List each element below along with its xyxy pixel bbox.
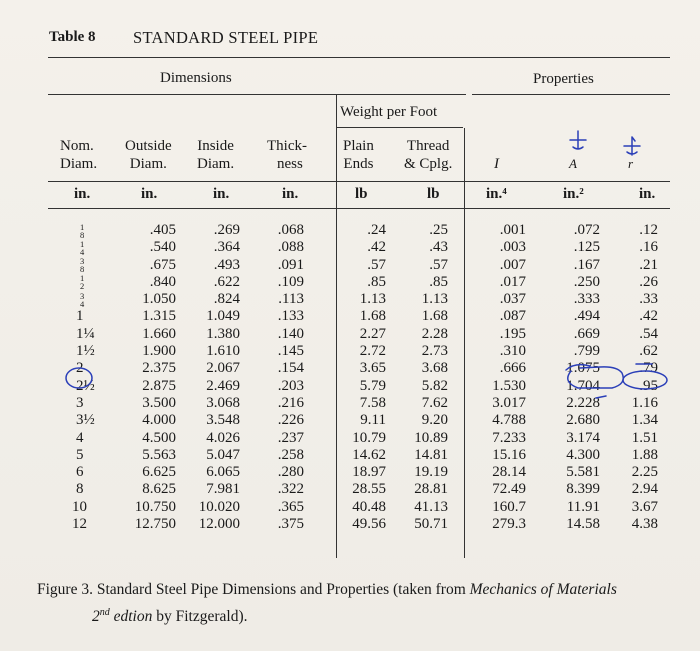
nom-whole: 12 [72, 516, 87, 533]
weight-left-rule [336, 95, 337, 558]
column-radius-of-gyration [620, 222, 658, 533]
cell-A: 1.704 [566, 377, 600, 394]
cell-inside: .824 [213, 291, 240, 308]
cell-A: .125 [573, 239, 600, 256]
top-rule [48, 57, 670, 58]
cell-I: .017 [499, 273, 526, 290]
cell-A: .072 [573, 222, 600, 238]
cell-thick: .375 [277, 516, 304, 533]
cell-r: .12 [639, 222, 658, 238]
cell-plain: .24 [367, 222, 386, 238]
cell-I: .037 [499, 291, 526, 308]
cell-plain: .57 [367, 256, 386, 273]
unit-thread: lb [427, 186, 440, 202]
header-nom-diam: Nom. Diam. [60, 138, 98, 172]
cell-outside: 1.660 [142, 325, 176, 342]
cell-outside: .840 [149, 273, 176, 290]
cell-inside: 1.610 [206, 343, 240, 360]
cell-I: .666 [499, 360, 526, 377]
nom-whole: 3 [76, 394, 84, 411]
units-bottom-rule [48, 208, 670, 209]
cell-plain: 28.55 [352, 481, 386, 498]
cell-A: 3.174 [566, 429, 600, 446]
cell-thick: .322 [277, 481, 304, 498]
cell-A: 14.58 [566, 516, 600, 533]
cell-thread: 50.71 [414, 516, 448, 533]
cell-thick: .133 [277, 308, 304, 325]
cell-I: .001 [499, 222, 526, 238]
cell-inside: 5.047 [206, 446, 240, 463]
nom-whole: 5 [76, 446, 84, 463]
cell-plain: 5.79 [359, 377, 386, 394]
cell-I: 1.530 [492, 377, 526, 394]
cell-outside: 5.563 [142, 446, 176, 463]
nom-whole: 4 [76, 429, 84, 446]
cell-I: 15.16 [492, 446, 526, 463]
cell-I: 28.14 [492, 464, 526, 481]
nom-fraction: 1 4 [80, 238, 85, 257]
cell-outside: 2.875 [142, 377, 176, 394]
cell-outside: 1.900 [142, 343, 176, 360]
cell-thick: .280 [277, 464, 304, 481]
header-radius-of-gyration: r [628, 156, 634, 171]
cell-I: .087 [499, 308, 526, 325]
cell-r: .62 [639, 343, 658, 360]
cell-A: .494 [573, 308, 600, 325]
nom-whole: 1¼ [76, 325, 95, 342]
cell-inside: 7.981 [206, 481, 240, 498]
cell-thick: .109 [277, 273, 304, 290]
cell-inside: .269 [213, 222, 240, 238]
cell-r: 1.51 [631, 429, 658, 446]
cell-inside: 1.380 [206, 325, 240, 342]
cell-plain: .85 [367, 273, 386, 290]
cell-plain: 3.65 [359, 360, 386, 377]
cell-thread: 1.68 [421, 308, 448, 325]
cell-thick: .068 [277, 222, 304, 238]
cell-A: 4.300 [566, 446, 600, 463]
cell-thick: .145 [277, 343, 304, 360]
column-nominal-diameter [72, 222, 102, 533]
cell-thread: .43 [429, 239, 448, 256]
nom-fraction: 1 8 [80, 221, 85, 240]
cell-plain: 1.13 [359, 291, 386, 308]
unit-inside: in. [213, 186, 230, 202]
dimensions-heading: Dimensions [160, 70, 232, 86]
cell-thread: 1.13 [421, 291, 448, 308]
cell-inside: 2.067 [206, 360, 240, 377]
cell-I: 160.7 [492, 498, 526, 515]
header-plain-ends: Plain Ends [343, 138, 374, 172]
figure-caption [37, 580, 617, 600]
unit-nom: in. [74, 186, 91, 202]
cell-thick: .091 [277, 256, 304, 273]
cell-inside: 6.065 [206, 464, 240, 481]
cell-A: 5.581 [566, 464, 600, 481]
cell-thick: .140 [277, 325, 304, 342]
cell-A: 1.075 [566, 360, 600, 377]
cell-outside: 4.500 [142, 429, 176, 446]
cell-outside: .540 [149, 239, 176, 256]
caption-edition-suffix: nd [99, 607, 110, 618]
cell-thread: .57 [429, 256, 448, 273]
cell-inside: .493 [213, 256, 240, 273]
cell-outside: 3.500 [142, 394, 176, 411]
column-thickness [260, 222, 304, 533]
cell-I: 279.3 [492, 516, 526, 533]
cell-plain: 1.68 [359, 308, 386, 325]
cell-outside: 8.625 [142, 481, 176, 498]
column-outside-diameter [116, 222, 176, 533]
cell-r: .33 [639, 291, 658, 308]
cell-inside: 2.469 [206, 377, 240, 394]
cell-thick: .088 [277, 239, 304, 256]
cell-outside: .675 [149, 256, 176, 273]
nom-whole: 10 [72, 498, 87, 515]
cell-outside: 1.315 [142, 308, 176, 325]
column-area [550, 222, 600, 533]
cell-thread: 3.68 [421, 360, 448, 377]
dimensions-rule [48, 94, 466, 95]
cell-thread: .25 [429, 222, 448, 238]
header-bottom-rule [48, 181, 670, 182]
cell-outside: 6.625 [142, 464, 176, 481]
header-thickness: Thick- ness [267, 138, 307, 172]
caption-edition-number: 2 [92, 608, 100, 626]
caption-author: by Fitzgerald). [152, 608, 248, 626]
nom-whole: 6 [76, 464, 84, 481]
cell-r: 3.67 [631, 498, 658, 515]
cell-A: 2.680 [566, 412, 600, 429]
cell-r: 1.88 [631, 446, 658, 463]
cell-thread: 9.20 [421, 412, 448, 429]
properties-rule [472, 94, 670, 95]
unit-outside: in. [141, 186, 158, 202]
cell-A: 11.91 [566, 498, 600, 515]
cell-I: .007 [499, 256, 526, 273]
header-inside-diam: Inside Diam. [197, 138, 235, 172]
header-outside-diam: Outside Diam. [125, 138, 172, 172]
cell-inside: .622 [213, 273, 240, 290]
header-moment-of-inertia: I [494, 156, 499, 172]
column-moment-of-inertia [472, 222, 526, 533]
cell-I: .003 [499, 239, 526, 256]
cell-plain: 10.79 [352, 429, 386, 446]
cell-thread: 7.62 [421, 394, 448, 411]
cell-thread: .85 [429, 273, 448, 290]
cell-thread: 5.82 [421, 377, 448, 394]
column-thread-cplg [400, 222, 448, 533]
cell-r: .26 [639, 273, 658, 290]
nom-whole: 3½ [76, 412, 95, 429]
cell-thick: .226 [277, 412, 304, 429]
cell-plain: 7.58 [359, 394, 386, 411]
nom-fraction: 3 4 [80, 290, 85, 309]
cell-thread: 28.81 [414, 481, 448, 498]
cell-outside: .405 [149, 222, 176, 238]
cell-inside: .364 [213, 239, 240, 256]
cell-outside: 10.750 [134, 498, 176, 515]
cell-A: .333 [573, 291, 600, 308]
table-number: Table 8 [49, 29, 96, 45]
cell-plain: 49.56 [352, 516, 386, 533]
weight-right-rule [464, 128, 465, 558]
cell-r: 4.38 [631, 516, 658, 533]
table-title: STANDARD STEEL PIPE [133, 28, 319, 47]
cell-inside: 12.000 [198, 516, 240, 533]
caption-book-title: Mechanics of Materials [469, 581, 617, 598]
cell-I: .310 [499, 343, 526, 360]
header-area: A [569, 156, 577, 171]
cell-outside: 1.050 [142, 291, 176, 308]
cell-thick: .216 [277, 394, 304, 411]
cell-r: 2.25 [631, 464, 658, 481]
cell-thick: .113 [278, 291, 304, 308]
cell-inside: 3.548 [206, 412, 240, 429]
cell-thread: 19.19 [414, 464, 448, 481]
unit-inertia: in.⁴ [486, 186, 507, 202]
cell-A: .799 [573, 343, 600, 360]
area-symbol-ink [570, 131, 586, 149]
cell-thread: 2.28 [421, 325, 448, 342]
cell-r: .54 [639, 325, 658, 342]
cell-r: .21 [639, 256, 658, 273]
cell-inside: 10.020 [198, 498, 240, 515]
header-thread-cplg: Thread & Cplg. [404, 138, 453, 172]
cell-I: 7.233 [492, 429, 526, 446]
caption-prefix: Figure 3. Standard Steel Pipe Dimensions and Properties (taken from [37, 581, 470, 598]
cell-A: .669 [573, 325, 600, 342]
cell-r: 1.34 [631, 412, 658, 429]
cell-thread: 2.73 [421, 343, 448, 360]
cell-r: .95 [639, 377, 658, 394]
cell-A: .167 [573, 256, 600, 273]
nom-whole: 8 [76, 481, 84, 498]
cell-r: .79 [639, 360, 658, 377]
cell-plain: 14.62 [352, 446, 386, 463]
cell-plain: 9.11 [360, 412, 386, 429]
cell-inside: 4.026 [206, 429, 240, 446]
cell-outside: 2.375 [142, 360, 176, 377]
cell-plain: 40.48 [352, 498, 386, 515]
cell-outside: 12.750 [134, 516, 176, 533]
weight-per-foot-heading: Weight per Foot [340, 104, 438, 120]
cell-thick: .365 [277, 498, 304, 515]
nom-whole: 1½ [76, 343, 95, 360]
radius-symbol-ink [624, 137, 640, 155]
cell-thread: 41.13 [414, 498, 448, 515]
cell-r: .42 [639, 308, 658, 325]
cell-r: 2.94 [631, 481, 658, 498]
nom-whole: 2½ [76, 377, 95, 394]
cell-I: 72.49 [492, 481, 526, 498]
nom-fraction: 3 8 [80, 256, 85, 275]
column-inside-diameter [188, 222, 240, 533]
unit-radius: in. [639, 186, 656, 202]
cell-I: 4.788 [492, 412, 526, 429]
caption-edition-word: edtion [109, 608, 153, 626]
cell-A: 2.228 [566, 394, 600, 411]
unit-area: in.² [563, 186, 584, 202]
cell-thread: 14.81 [414, 446, 448, 463]
cell-A: 8.399 [566, 481, 600, 498]
cell-r: 1.16 [631, 394, 658, 411]
figure-caption-line2 [92, 603, 248, 627]
cell-plain: 2.72 [359, 343, 386, 360]
cell-thread: 10.89 [414, 429, 448, 446]
cell-thick: .237 [277, 429, 304, 446]
nom-whole: 1 [76, 308, 84, 325]
cell-thick: .154 [277, 360, 304, 377]
unit-plain: lb [355, 186, 368, 202]
cell-plain: 2.27 [359, 325, 386, 342]
cell-outside: 4.000 [142, 412, 176, 429]
cell-I: .195 [499, 325, 526, 342]
cell-plain: .42 [367, 239, 386, 256]
column-plain-ends [338, 222, 386, 533]
cell-inside: 1.049 [206, 308, 240, 325]
weight-rule [336, 127, 463, 128]
cell-plain: 18.97 [352, 464, 386, 481]
properties-heading: Properties [533, 71, 594, 87]
cell-A: .250 [573, 273, 600, 290]
nom-fraction: 1 2 [80, 273, 85, 292]
nom-whole: 2 [76, 360, 84, 377]
cell-thick: .203 [277, 377, 304, 394]
cell-I: 3.017 [492, 394, 526, 411]
cell-inside: 3.068 [206, 394, 240, 411]
unit-thickness: in. [282, 186, 299, 202]
cell-r: .16 [639, 239, 658, 256]
cell-thick: .258 [277, 446, 304, 463]
